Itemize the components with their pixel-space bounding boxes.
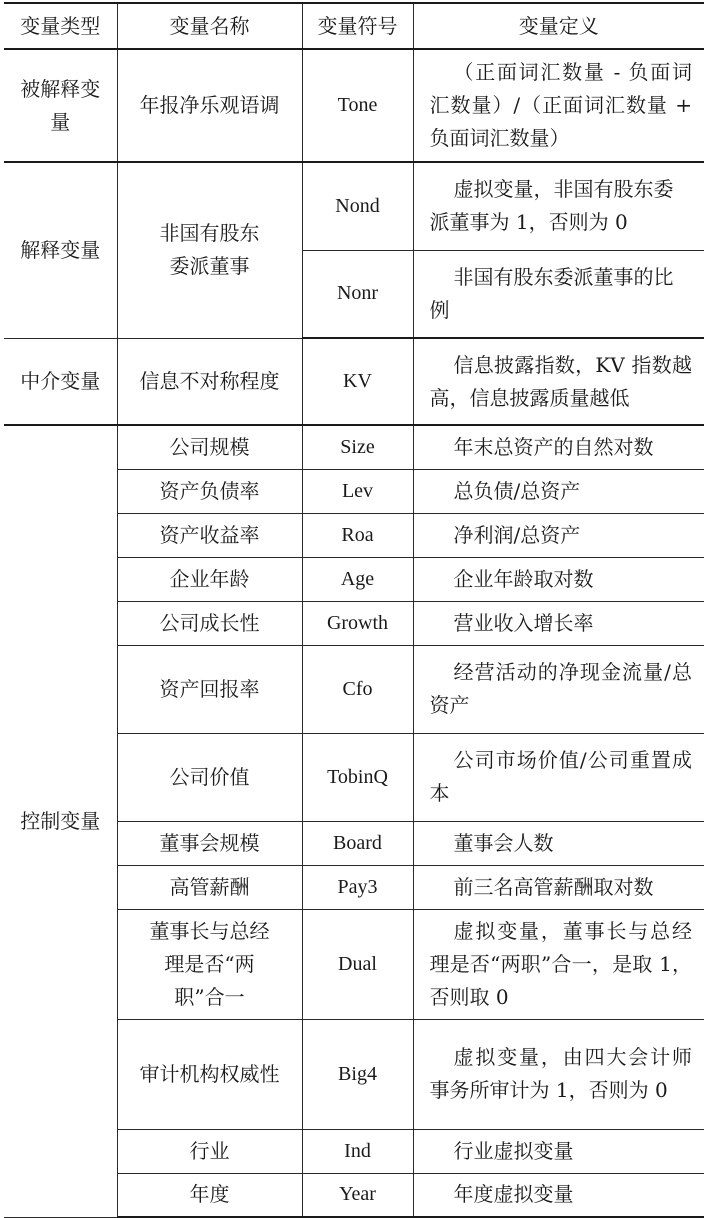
variable-definition: 行业虚拟变量 bbox=[413, 1129, 704, 1173]
variable-name: 董事长与总经理是否“两职”合一 bbox=[117, 909, 302, 1019]
variable-definition: 经营活动的净现金流量/总资产 bbox=[413, 645, 704, 733]
table-header-row bbox=[4, 3, 704, 49]
group-control: 控制变量 bbox=[4, 425, 117, 1217]
variable-symbol: Tone bbox=[302, 49, 413, 162]
header-variable-name: 变量名称 bbox=[117, 3, 302, 49]
variable-name: 公司规模 bbox=[117, 425, 302, 469]
variable-symbol: Year bbox=[302, 1173, 413, 1217]
variable-name: 高管薪酬 bbox=[117, 865, 302, 909]
variable-definition: 董事会人数 bbox=[413, 821, 704, 865]
variable-definition: 企业年龄取对数 bbox=[413, 557, 704, 601]
group-explained: 被解释变量 bbox=[4, 49, 117, 162]
variable-symbol: Age bbox=[302, 557, 413, 601]
variable-symbol: Board bbox=[302, 821, 413, 865]
variable-name: 年报净乐观语调 bbox=[117, 49, 302, 162]
variable-definition: 年度虚拟变量 bbox=[413, 1173, 704, 1217]
variable-definition: 信息披露指数，KV 指数越高，信息披露质量越低 bbox=[413, 338, 704, 425]
variable-symbol: Size bbox=[302, 425, 413, 469]
variable-symbol: Cfo bbox=[302, 645, 413, 733]
variable-symbol: Growth bbox=[302, 601, 413, 645]
variable-definition: 公司市场价值/公司重置成本 bbox=[413, 733, 704, 821]
group-explanatory: 解释变量 bbox=[4, 162, 117, 338]
variable-symbol: Dual bbox=[302, 909, 413, 1019]
table-row bbox=[4, 49, 704, 162]
variable-symbol: Roa bbox=[302, 513, 413, 557]
variable-symbol: KV bbox=[302, 338, 413, 425]
variable-definition: 净利润/总资产 bbox=[413, 513, 704, 557]
variable-name: 信息不对称程度 bbox=[117, 338, 302, 425]
variable-symbol: Pay3 bbox=[302, 865, 413, 909]
variable-name: 年度 bbox=[117, 1173, 302, 1217]
variable-symbol: Ind bbox=[302, 1129, 413, 1173]
header-variable-type: 变量类型 bbox=[4, 3, 117, 49]
variable-name: 资产负债率 bbox=[117, 469, 302, 513]
variable-symbol: TobinQ bbox=[302, 733, 413, 821]
variable-definition: 非国有股东委派董事的比例 bbox=[413, 250, 704, 338]
variable-name: 行业 bbox=[117, 1129, 302, 1173]
variable-definition: 总负债/总资产 bbox=[413, 469, 704, 513]
variable-name: 审计机构权威性 bbox=[117, 1019, 302, 1129]
header-variable-definition: 变量定义 bbox=[413, 3, 704, 49]
table-row bbox=[4, 338, 704, 425]
variable-definition: 年末总资产的自然对数 bbox=[413, 425, 704, 469]
table-row bbox=[4, 425, 704, 469]
table-row bbox=[4, 162, 704, 250]
variable-definition: 虚拟变量，非国有股东委派董事为 1，否则为 0 bbox=[413, 162, 704, 250]
variable-definition: 虚拟变量，董事长与总经理是否“两职”合一，是取 1，否则取 0 bbox=[413, 909, 704, 1019]
variable-definition: （正面词汇数量 - 负面词汇数量）/（正面词汇数量 + 负面词汇数量） bbox=[413, 49, 704, 162]
variable-definition-table bbox=[4, 2, 704, 1218]
variable-name: 企业年龄 bbox=[117, 557, 302, 601]
variable-definition: 前三名高管薪酬取对数 bbox=[413, 865, 704, 909]
variable-name: 资产回报率 bbox=[117, 645, 302, 733]
variable-definition: 虚拟变量，由四大会计师事务所审计为 1，否则为 0 bbox=[413, 1019, 704, 1129]
variable-name: 董事会规模 bbox=[117, 821, 302, 865]
variable-definition: 营业收入增长率 bbox=[413, 601, 704, 645]
variable-symbol: Lev bbox=[302, 469, 413, 513]
variable-name: 资产收益率 bbox=[117, 513, 302, 557]
variable-name: 公司成长性 bbox=[117, 601, 302, 645]
variable-symbol: Nonr bbox=[302, 250, 413, 338]
group-mediator: 中介变量 bbox=[4, 338, 117, 425]
variable-symbol: Big4 bbox=[302, 1019, 413, 1129]
variable-name: 非国有股东委派董事 bbox=[117, 162, 302, 338]
variable-name: 公司价值 bbox=[117, 733, 302, 821]
variable-symbol: Nond bbox=[302, 162, 413, 250]
header-variable-symbol: 变量符号 bbox=[302, 3, 413, 49]
